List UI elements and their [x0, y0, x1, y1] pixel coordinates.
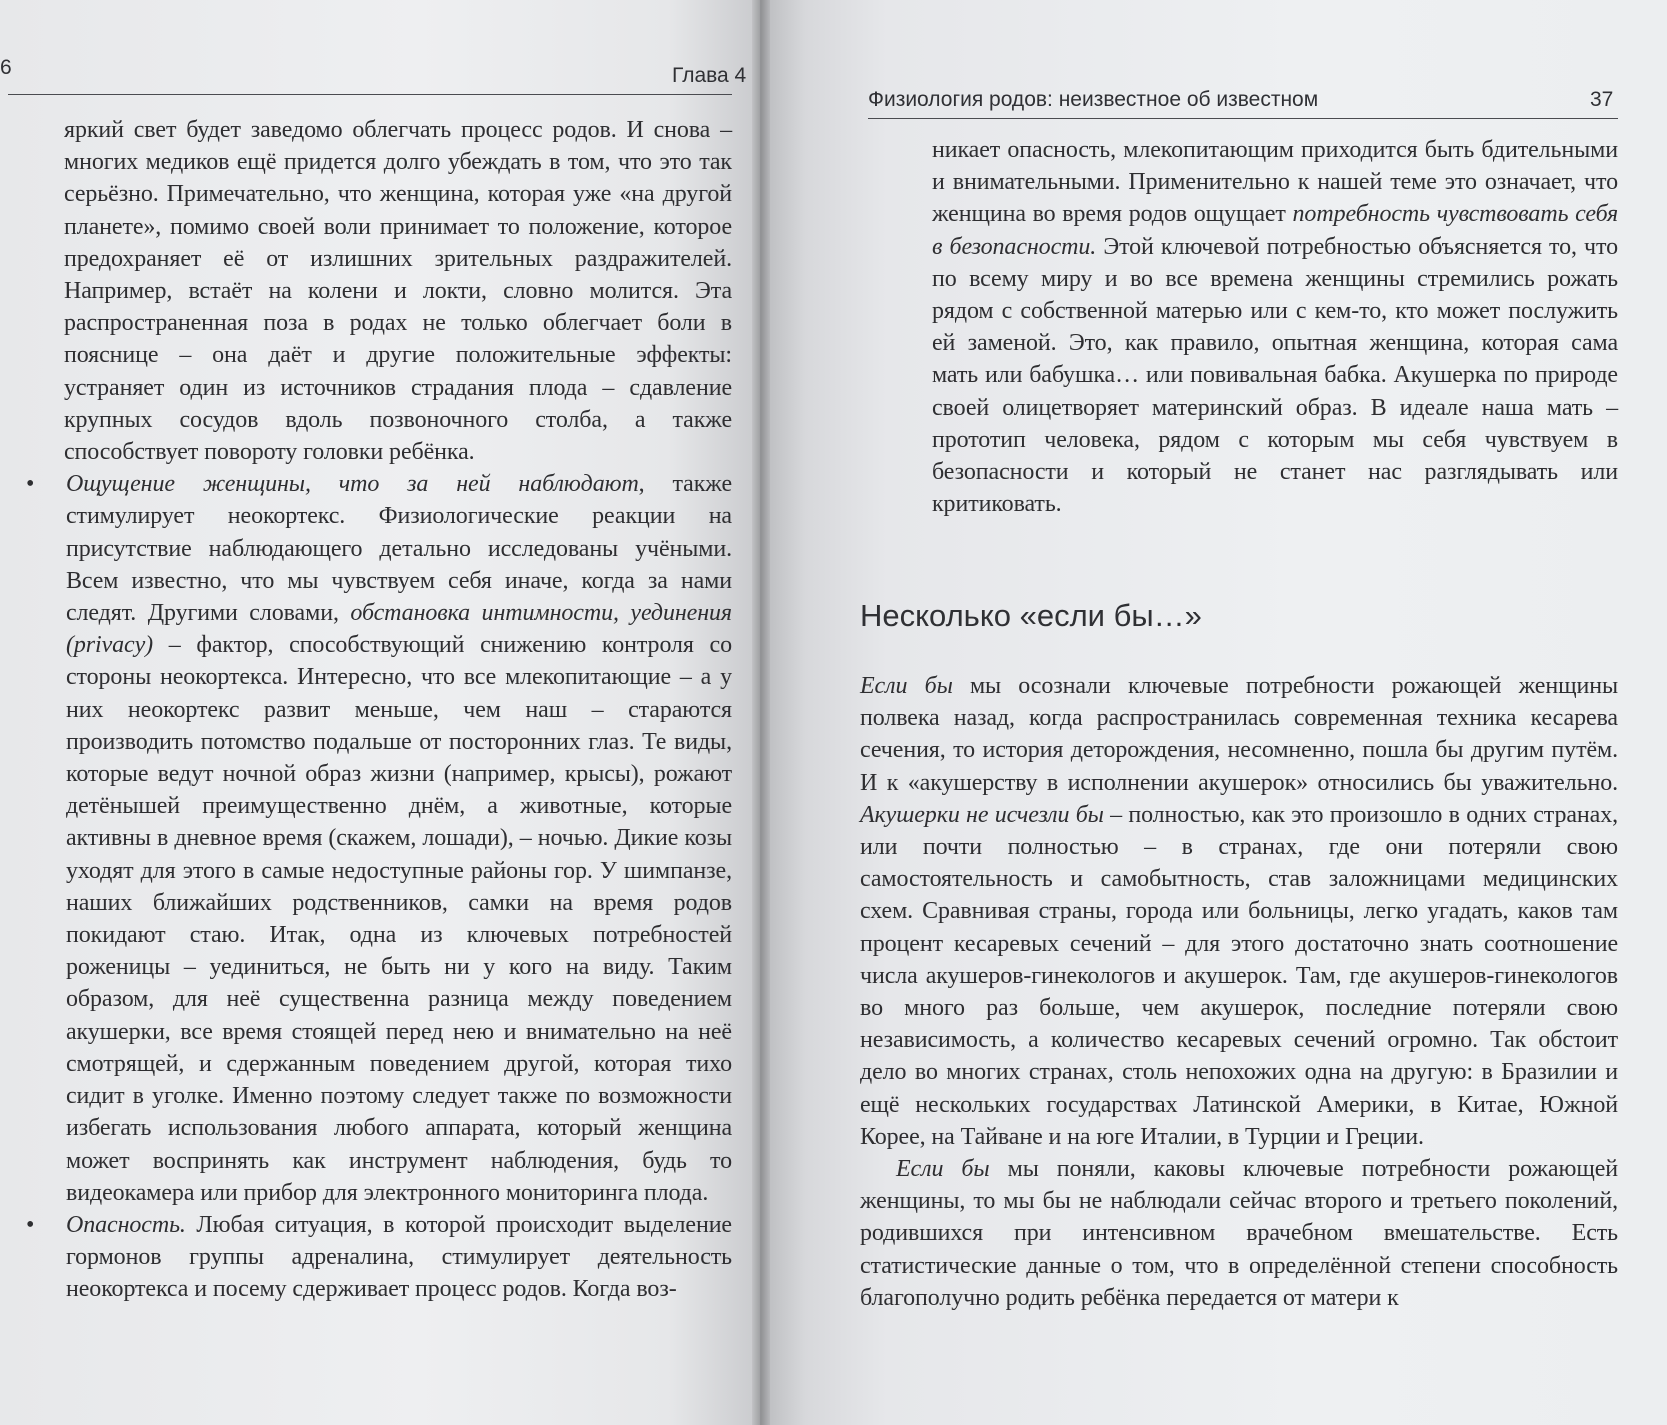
right-paragraph-2-a: мы осознали ключевые потребности рожающей женщины полвека назад, когда распространилась современная техника кесарева сечения, то история деторождения, несомненно, пошла бы другим путём. И к «акушерству в исполнении акушерок» относились бы уважительно. [860, 673, 1618, 796]
right-header-rule [868, 118, 1618, 119]
right-paragraph-1-a: никает опасность, млекопитающим приходится быть бдительными и внимательными. Применительно к нашей теме это означает, что женщина во время родов ощущает [932, 137, 1618, 228]
bullet-item-observation [26, 468, 732, 1209]
right-page-number: 37 [1590, 88, 1614, 111]
right-paragraph-2-emphasis-2: Акушерки не исчезли бы [860, 801, 1104, 828]
right-body-text-top [932, 134, 1618, 520]
bullet-1-emphasis-2: обстановка интимности, уединения (privacy) [66, 600, 732, 659]
left-header-rule [8, 94, 732, 95]
right-page [760, 0, 1667, 1425]
left-paragraph-1: яркий свет будет заведомо облегчать процесс родов. И снова – многих медиков ещё придется долго убеждать в том, что это так серьёзно. Примечательно, что женщина, которая уже «на другой планете», помимо своей воли принимает то положение, которое предохраняет её от излишних зрительных раздражителей. Например, встаёт на колени и локти, словно молится. Эта распространенная поза в родах не только облегчает боли в пояснице – она даёт и другие положительные эффекты: устраняет один из источников страдания плода – сдавление крупных сосудов вдоль позвоночного столба, а также способствует повороту головки ребёнка. [64, 117, 732, 466]
right-paragraph-1-b: Этой ключевой потребностью объясняется то, что по всему миру и во все времена женщины стремились рожать рядом с собственной матерью или с кем-то, кто может послужить ей заменой. Это, как правило, опытная женщина, которая сама мать или бабушка… или повивальная бабка. Акушерка по природе своей олицетворяет материнский образ. В идеале наша мать – прототип человека, рядом с которым мы себя чувствуем в безопасности и который не станет нас разглядывать или критиковать. [932, 233, 1618, 518]
bullet-1-text-b: – фактор, способствующий снижению контроля со стороны неокортекса. Интересно, что все млекопитающие – а у них неокортекс развит меньше, чем наш – стараются производить потомство подальше от посторонних глаз. Те виды, которые ведут ночной образ жизни (например, крысы), рожают детёнышей преимущественно днём, а животные, которые активны в дневное время (скажем, лошади), – ночью. Дикие козы уходят для этого в самые недоступные районы гор. У шимпанзе, наших ближайших родственников, самки на время родов покидают стаю. Итак, одна из ключевых потребностей роженицы – уединиться, не быть ни у кого на виду. Таким образом, для неё существенна разница между поведением акушерки, все время стоящей перед нею и внимательно на неё смотрящей, и сдержанным поведением другой, которая тихо сидит в уголке. Именно поэтому следует также по возможности избегать использования любого аппарата, который женщина может воспринять как инструмент наблюдения, будь то видеокамера или прибор для электронного мониторинга плода. [66, 632, 732, 1206]
right-paragraph-2-emphasis: Если бы [860, 673, 953, 699]
bullet-2-emphasis: Опасность. [66, 1211, 186, 1238]
bullet-item-danger [26, 1209, 732, 1306]
right-running-head: Физиология родов: неизвестное об известном [868, 88, 1319, 111]
bullet-mark: • [26, 1211, 35, 1238]
right-body-text-bottom [860, 670, 1618, 1314]
section-title: Несколько «если бы…» [860, 598, 1202, 633]
bullet-1-text-a: , также стимулирует неокортекс. Физиологические реакции на присутствие наблюдающего детально исследованы учёными. Всем известно, что мы чувствуем себя иначе, когда за нами следят. Другими словами, [66, 471, 732, 627]
book-gutter [752, 0, 770, 1425]
right-paragraph-2-b: – полностью, как это произошло в одних странах, или почти полностью – в странах, где они потеряли свою самостоятельность и самобытность, став заложницами медицинских схем. Сравнивая страны, города или больницы, легко угадать, каков там процент кесаревых сечений – для этого достаточно знать соотношение числа акушеров-гинекологов и акушерок. Там, где акушеров-гинекологов во много раз больше, чем акушерок, последние потеряли свою независимость, а количество кесаревых сечений огромно. Так обстоит дело во многих странах, столь непохожих одна на другую: в Бразилии и ещё нескольких государствах Латинской Америки, в Китае, Южной Корее, на Тайване и на юге Италии, в Турции и Греции. [860, 801, 1618, 1150]
left-page-number: 6 [0, 56, 12, 79]
right-paragraph-3-text: мы поняли, каковы ключевые потребности рожающей женщины, то мы бы не наблюдали сейчас второго и третьего поколений, родившихся при интенсивном врачебном вмешательстве. Есть статистические данные о том, что в определённой степени способность благополучно родить ребёнка передается от матери к [860, 1156, 1618, 1311]
left-body-text [26, 114, 732, 1306]
bullet-1-emphasis: Ощущение женщины, что за ней наблюдают [66, 471, 639, 498]
bullet-mark: • [26, 471, 35, 498]
bullet-2-text: Любая ситуация, в которой происходит выделение гормонов группы адреналина, стимулирует деятельность неокортекса и посему сдерживает процесс родов. Когда воз- [66, 1211, 732, 1303]
left-running-head: Глава 4 [672, 64, 747, 87]
right-paragraph-3-emphasis: Если бы [896, 1156, 990, 1183]
left-page [0, 0, 760, 1425]
right-paragraph-1-emphasis: потребность чувствовать себя в безопасности. [932, 201, 1619, 260]
